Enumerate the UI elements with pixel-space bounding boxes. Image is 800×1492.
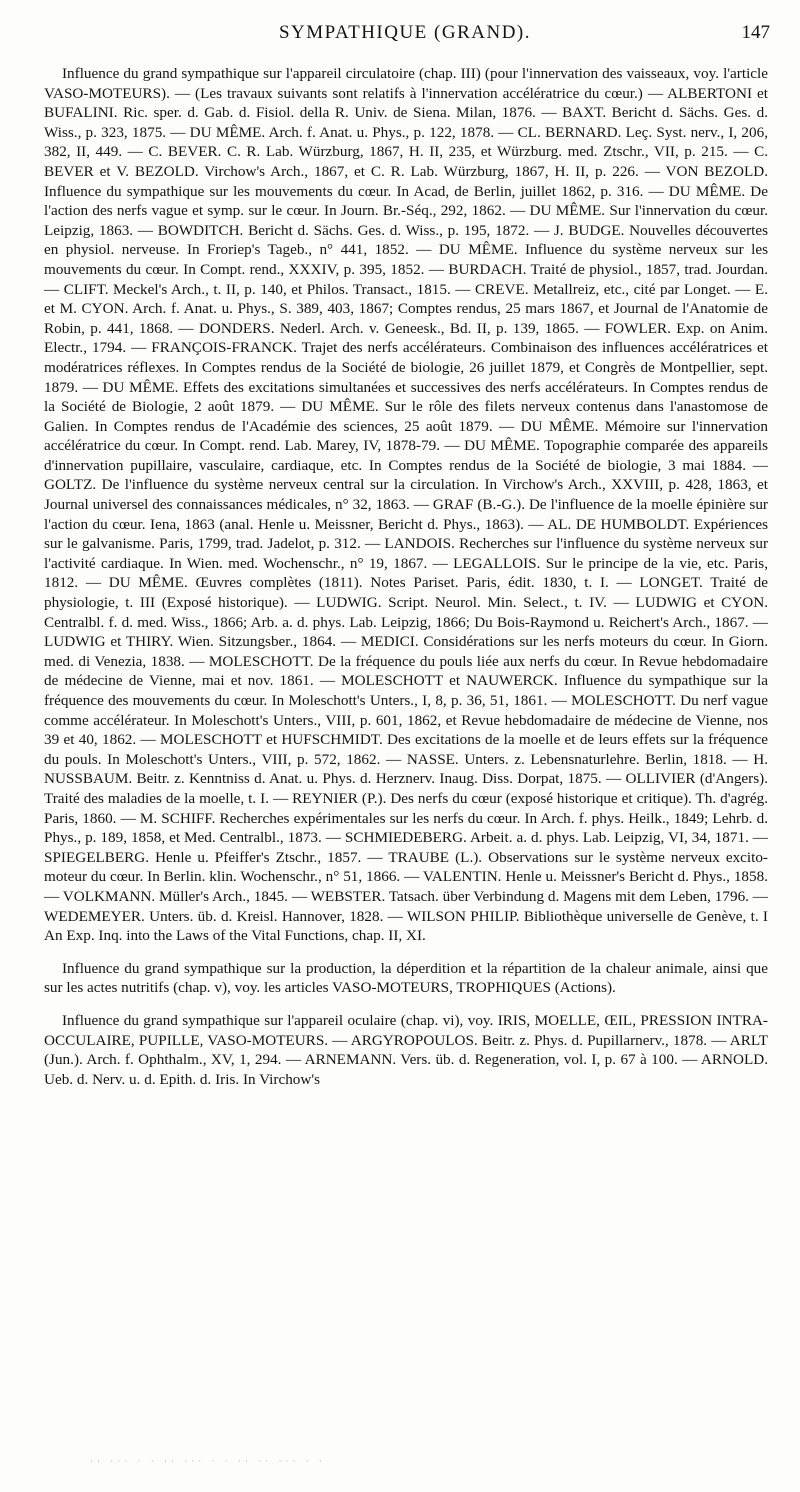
paragraph-circulatory-bibliography: Influence du grand sympathique sur l'appareil circulatoire (chap. III) (pour l'innervation des vaisseaux, voy. l'article VASO-MOTEURS). — (Les travaux suivants sont relatifs à l'innervation accélératrice du cœur.) — ALBERTONI et BUFALINI. Ric. sper. d. Gab. d. Fisiol. della R. Univ. de Siena. Milan, 1876. — BAXT. Bericht d. Sächs. Ges. d. Wiss., p. 323, 1875. — DU MÊME. Arch. f. Anat. u. Phys., p. 122, 1878. — CL. BERNARD. Leç. Syst. nerv., I, 206, 382, II, 449. — C. BEVER. C. R. Lab. Würzburg, 1867, H. II, 235, et Würzburg. med. Ztschr., VII, p. 215. — C. BEVER et V. BEZOLD. Virchow's Arch., 1867, et C. R. Lab. Würzburg, 1867, H. II, p. 226. — VON BEZOLD. Influence du sympathique sur les mouvements du cœur. In Acad, de Berlin, juillet 1862, p. 316. — DU MÊME. De l'action des nerfs vague et symp. sur le cœur. In Journ. Br.-Séq., 292, 1862. — DU MÊME. Sur l'innervation du cœur. Leipzig, 1863. — BOWDITCH. Bericht d. Sächs. Ges. d. Wiss., p. 195, 1872. — J. BUDGE. Nouvelles découvertes en physiol. nerveuse. In Froriep's Tageb., n° 441, 1852. — DU MÊME. Influence du système nerveux sur les mouvements du cœur. In Compt. rend., XXXIV, p. 395, 1852. — BURDACH. Traité de physiol., 1857, trad. Jourdan. — CLIFT. Meckel's Arch., t. II, p. 140, et Philos. Transact., 1815. — CREVE. Metallreiz, etc., cité par Longet. — E. et M. CYON. Arch. f. Anat. u. Phys., S. 389, 403, 1867; Comptes rendus, 25 mars 1867, et Journal de l'Anatomie de Robin, p. 441, 1868. — DONDERS. Nederl. Arch. v. Geneesk., Bd. II, p. 139, 1865. — FOWLER. Exp. on Anim. Electr., 1794. — FRANÇOIS-FRANCK. Trajet des nerfs accélérateurs. Combinaison des influences accélératrices et modératrices réflexes. In Comptes rendus de la Société de biologie, 26 juillet 1879, et Congrès de Montpellier, sept. 1879. — DU MÊME. Effets des excitations simultanées et successives des nerfs accélérateurs. In Comptes rendus de la Société de Biologie, 2 août 1879. — DU MÊME. Sur le rôle des filets nerveux contenus dans l'anastomose de Galien. In Comptes rendus de l'Académie des sciences, 25 août 1879. — DU MÊME. Mémoire sur l'innervation accélératrice du cœur. In Compt. rend. Lab. Marey, IV, 1878-79. — DU MÊME. Topographie comparée des appareils d'innervation pupillaire, vasculaire, cardiaque, etc. In Comptes rendus de la Société de biologie, 3 mai 1884. — GOLTZ. De l'influence du système nerveux central sur la circulation. In Virchow's Arch., XXVIII, p. 428, 1863, et Journal universel des connaissances médicales, n° 32, 1863. — GRAF (B.-G.). De l'influence de la moelle épinière sur l'action du cœur. Iena, 1863 (anal. Henle u. Meissner, Bericht d. Phys., 1863). — AL. DE HUMBOLDT. Expériences sur le galvanisme. Paris, 1799, trad. Jadelot, p. 312. — LANDOIS. Recherches sur l'influence du système nerveux sur l'activité cardiaque. In Wien. med. Wochenschr., n° 19, 1867. — LEGALLOIS. Sur le principe de la vie, etc. Paris, 1812. — DU MÊME. Œuvres complètes (1811). Notes Pariset. Paris, édit. 1830, t. I. — LONGET. Traité de physiologie, t. III (Exposé historique). — LUDWIG. Script. Neurol. Min. Select., t. IV. — LUDWIG et CYON. Centralbl. f. d. med. Wiss., 1866; Arb. a. d. phys. Lab. Leipzig, 1866; Du Bois-Raymond u. Reichert's Arch., 1867. — LUDWIG et THIRY. Wien. Sitzungsber., 1864. — MEDICI. Considérations sur les nerfs moteurs du cœur. In Giorn. med. di Venezia, 1838. — MOLESCHOTT. De la fréquence du pouls liée aux nerfs du cœur. In Revue hebdomadaire de médecine de Vienne, mai et nov. 1861. — MOLESCHOTT et NAUWERCK. Influence du sympathique sur la fréquence des mouvements du cœur. In Moleschott's Unters., I, 8, p. 36, 51, 1861. — MOLESCHOTT. Du nerf vague comme accélérateur. In Moleschott's Unters., VIII, p. 601, 1862, et Revue hebdomadaire de médecine de Vienne, nos 39 et 40, 1862. — MOLESCHOTT et HUFSCHMIDT. Des excitations de la moelle et de leurs effets sur la fréquence du pouls. In Moleschott's Unters., VIII, p. 572, 1862. — NASSE. Unters. z. Lebensnaturlehre. Berlin, 1818. — H. NUSSBAUM. Beitr. z. Kenntniss d. Anat. u. Phys. d. Herznerv. Inaug. Diss. Dorpat, 1875. — OLLIVIER (d'Angers). Traité des maladies de la moelle, t. I. — REYNIER (P.). Des nerfs du cœur (exposé historique et critique). Th. d'agrég. Paris, 1860. — M. SCHIFF. Recherches expérimentales sur les nerfs du cœur. In Arch. f. phys. Heilk., 1849; Lehrb. d. Phys., p. 189, 1858, et Med. Centralbl., 1873. — SCHMIEDEBERG. Arbeit. a. d. phys. Lab. Leipzig, VI, 34, 1871. — SPIEGELBERG. Henle u. Pfeiffer's Ztschr., 1857. — TRAUBE (L.). Observations sur le système nerveux excito-moteur du cœur. In Berlin. klin. Wochenschr., n° 51, 1866. — VALENTIN. Henle u. Meissner's Bericht d. Phys., 1858. — VOLKMANN. Müller's Arch., 1845. — WEBSTER. Tatsach. über Verbindung d. Magens mit dem Leben, 1796. — WEDEMEYER. Unters. üb. d. Kreisl. Hannover, 1828. — WILSON PHILIP. Bibliothèque universelle de Genève, t. I An Exp. Inq. into the Laws of the Vital Functions, chap. II, XI. [44,65,768,945]
paragraph-animal-heat: Influence du grand sympathique sur la production, la déperdition et la répartition de la chaleur animale, ainsi que sur les actes nutritifs (chap. v), voy. les articles VASO-MOTEURS, TROPHIQUES (Actions). [44,959,768,997]
footer-print-marks: ·· ··· · · ·· ··· · · ·· ·· ··· · · [90,1456,326,1466]
page-number: 147 [741,22,770,43]
body-text [44,64,768,1102]
paragraph-ocular-bibliography: Influence du grand sympathique sur l'appareil oculaire (chap. vi), voy. IRIS, MOELLE, ŒIL, PRESSION INTRA-OCCULAIRE, PUPILLE, VASO-MOTEURS. — ARGYROPOULOS. Beitr. z. Phys. d. Pupillarnerv., 1878. — ARLT (Jun.). Arch. f. Ophthalm., XV, 1, 294. — ARNEMANN. Vers. üb. d. Regeneration, vol. I, p. 67 à 100. — ARNOLD. Ueb. d. Nerv. u. d. Epith. d. Iris. In Virchow's [44,1011,768,1088]
running-head: SYMPATHIQUE (GRAND). [278,22,532,43]
page-header [40,22,770,52]
